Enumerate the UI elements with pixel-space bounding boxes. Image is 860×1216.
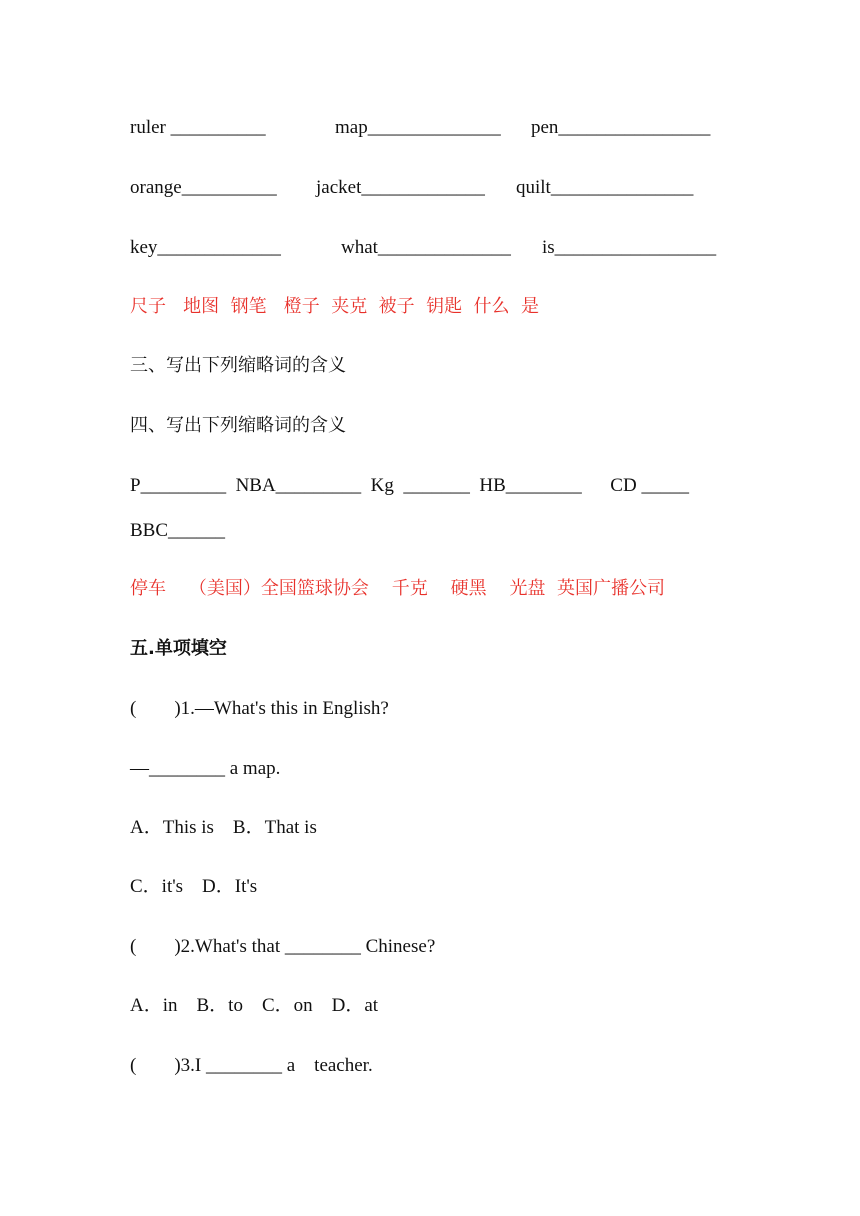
question-1-options-cd: C．it's D．It's bbox=[130, 876, 258, 897]
vocab-orange: orange__________ bbox=[130, 177, 277, 198]
section-3-title: 三、写出下列缩略词的含义 bbox=[130, 355, 346, 376]
question-3-stem: ( )3.I ________ a teacher. bbox=[130, 1055, 373, 1076]
vocab-map: map______________ bbox=[335, 117, 501, 138]
abbreviation-line-1: P_________ NBA_________ Kg _______ HB________ CD _____ bbox=[130, 475, 689, 496]
question-1-stem: ( )1.—What's this in English? bbox=[130, 698, 389, 719]
section-5-title: 五.单项填空 bbox=[130, 638, 227, 659]
vocab-row-3 bbox=[130, 236, 750, 260]
section-4-title: 四、写出下列缩略词的含义 bbox=[130, 415, 346, 436]
abbreviation-line-2: BBC______ bbox=[130, 520, 226, 541]
question-2-stem: ( )2.What's that ________ Chinese? bbox=[130, 936, 436, 957]
vocab-jacket: jacket_____________ bbox=[316, 177, 485, 198]
abbreviation-answers: 停车 （美国）全国篮球协会 千克 硬黑 光盘 英国广播公司 bbox=[130, 578, 665, 599]
question-1-blank: —________ a map. bbox=[130, 758, 281, 779]
question-1-options-ab: A．This is B．That is bbox=[130, 817, 317, 838]
vocab-ruler: ruler __________ bbox=[130, 117, 266, 138]
vocab-row-1 bbox=[130, 116, 750, 140]
vocab-quilt: quilt_______________ bbox=[516, 177, 694, 198]
vocab-key: key_____________ bbox=[130, 237, 281, 258]
vocab-pen: pen________________ bbox=[531, 117, 711, 138]
vocab-is: is_________________ bbox=[542, 237, 717, 258]
question-2-options: A．in B．to C．on D．at bbox=[130, 995, 379, 1016]
vocab-answers: 尺子 地图 钢笔 橙子 夹克 被子 钥匙 什么 是 bbox=[130, 296, 539, 317]
vocab-row-2 bbox=[130, 176, 750, 200]
vocab-what: what______________ bbox=[341, 237, 511, 258]
